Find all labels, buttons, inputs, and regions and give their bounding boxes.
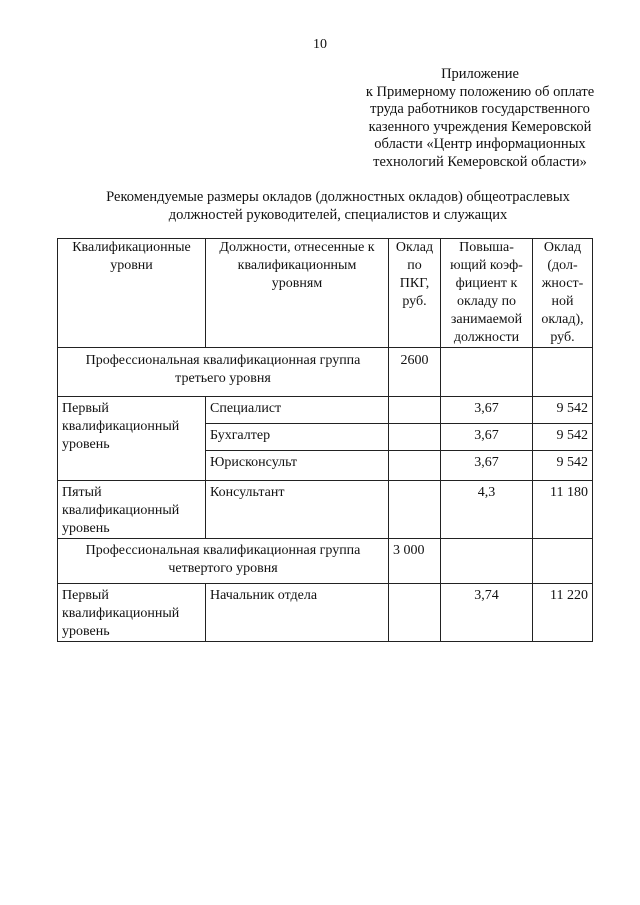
group-label-text: Профессиональная квалификационная группа [85,543,361,558]
header-text: (дол- [547,258,578,273]
header-text: ПКГ, [399,276,430,291]
appendix-line: области «Центр информационных [374,136,586,152]
coefficient: 4,3 [441,481,533,539]
qualification-level [58,584,206,642]
title-line: должностей руководителей, специалистов и служащих [168,207,508,223]
header-text: квалификационным [237,258,357,273]
header-text: окладу по [456,294,517,309]
header-text: руб. [550,330,575,345]
header-text: Оклад [543,240,582,255]
level-text: квалификационный [62,606,180,621]
table-row [58,397,593,424]
group-row [58,348,593,397]
group-salary: 3 000 [389,539,441,584]
group-label-text: четвертого уровня [168,561,278,576]
header-text: жност- [541,276,584,291]
position-salary: 11 180 [533,481,593,539]
group-row [58,539,593,584]
page-number: 10 [313,37,327,52]
salary-table [57,238,593,642]
appendix-line: Приложение [441,66,519,82]
header-text: Квалификационные [72,240,191,255]
header-text: должности [453,330,520,345]
header-text: фициент к [455,276,518,291]
empty-cell [441,348,533,397]
header-salary-pkg [389,239,441,348]
document-title [40,188,636,224]
header-text: по [407,258,422,273]
position-salary: 11 220 [533,584,593,642]
title-line: Рекомендуемые размеры окладов (должностных окладов) общеотраслевых [106,189,570,205]
coefficient: 3,67 [441,451,533,481]
header-positions [206,239,389,348]
level-text: квалификационный [62,419,180,434]
table-row [58,481,593,539]
position-name: Специалист [206,397,389,424]
pkg-salary [389,481,441,539]
level-text: уровень [62,624,110,639]
appendix-line: к Примерному положению об оплате [365,83,595,100]
header-text: Должности, отнесенные к [219,240,375,255]
header-text: занимаемой [450,312,523,327]
group-label-text: третьего уровня [175,371,271,386]
position-name: Юрисконсульт [206,451,389,481]
qualification-level [58,481,206,539]
header-salary-position [533,239,593,348]
header-levels [58,239,206,348]
group-label-text: Профессиональная квалификационная группа [85,353,361,368]
coefficient: 3,74 [441,584,533,642]
level-text: Пятый [62,485,102,500]
level-text: Первый [62,401,109,416]
level-text: уровень [62,437,110,452]
pkg-salary [389,397,441,424]
table-row [58,584,593,642]
coefficient: 3,67 [441,397,533,424]
coefficient: 3,67 [441,424,533,451]
position-name: Бухгалтер [206,424,389,451]
group-label [58,539,389,584]
appendix-line: труда работников государственного [370,101,590,117]
group-salary: 2600 [389,348,441,397]
position-salary: 9 542 [533,451,593,481]
group-label [58,348,389,397]
position-name: Консультант [206,481,389,539]
header-text: руб. [402,294,427,309]
header-text: Повыша- [459,240,514,255]
position-name: Начальник отдела [206,584,389,642]
header-coefficient [441,239,533,348]
appendix-note [320,66,640,171]
header-row [58,239,593,348]
position-salary: 9 542 [533,397,593,424]
empty-cell [441,539,533,584]
position-salary: 9 542 [533,424,593,451]
header-text: ющий коэф- [450,258,523,273]
level-text: уровень [62,521,110,536]
header-text: уровням [271,276,323,291]
pkg-salary [389,451,441,481]
level-text: Первый [62,588,109,603]
header-text: оклад), [541,312,584,327]
header-text: уровни [110,258,153,273]
empty-cell [533,348,593,397]
level-text: квалификационный [62,503,180,518]
header-text: Оклад [395,240,434,255]
appendix-line: казенного учреждения Кемеровской [368,118,592,135]
pkg-salary [389,424,441,451]
empty-cell [533,539,593,584]
header-text: ной [551,294,574,309]
appendix-line: технологий Кемеровской области» [373,153,587,170]
pkg-salary [389,584,441,642]
qualification-level [58,397,206,481]
